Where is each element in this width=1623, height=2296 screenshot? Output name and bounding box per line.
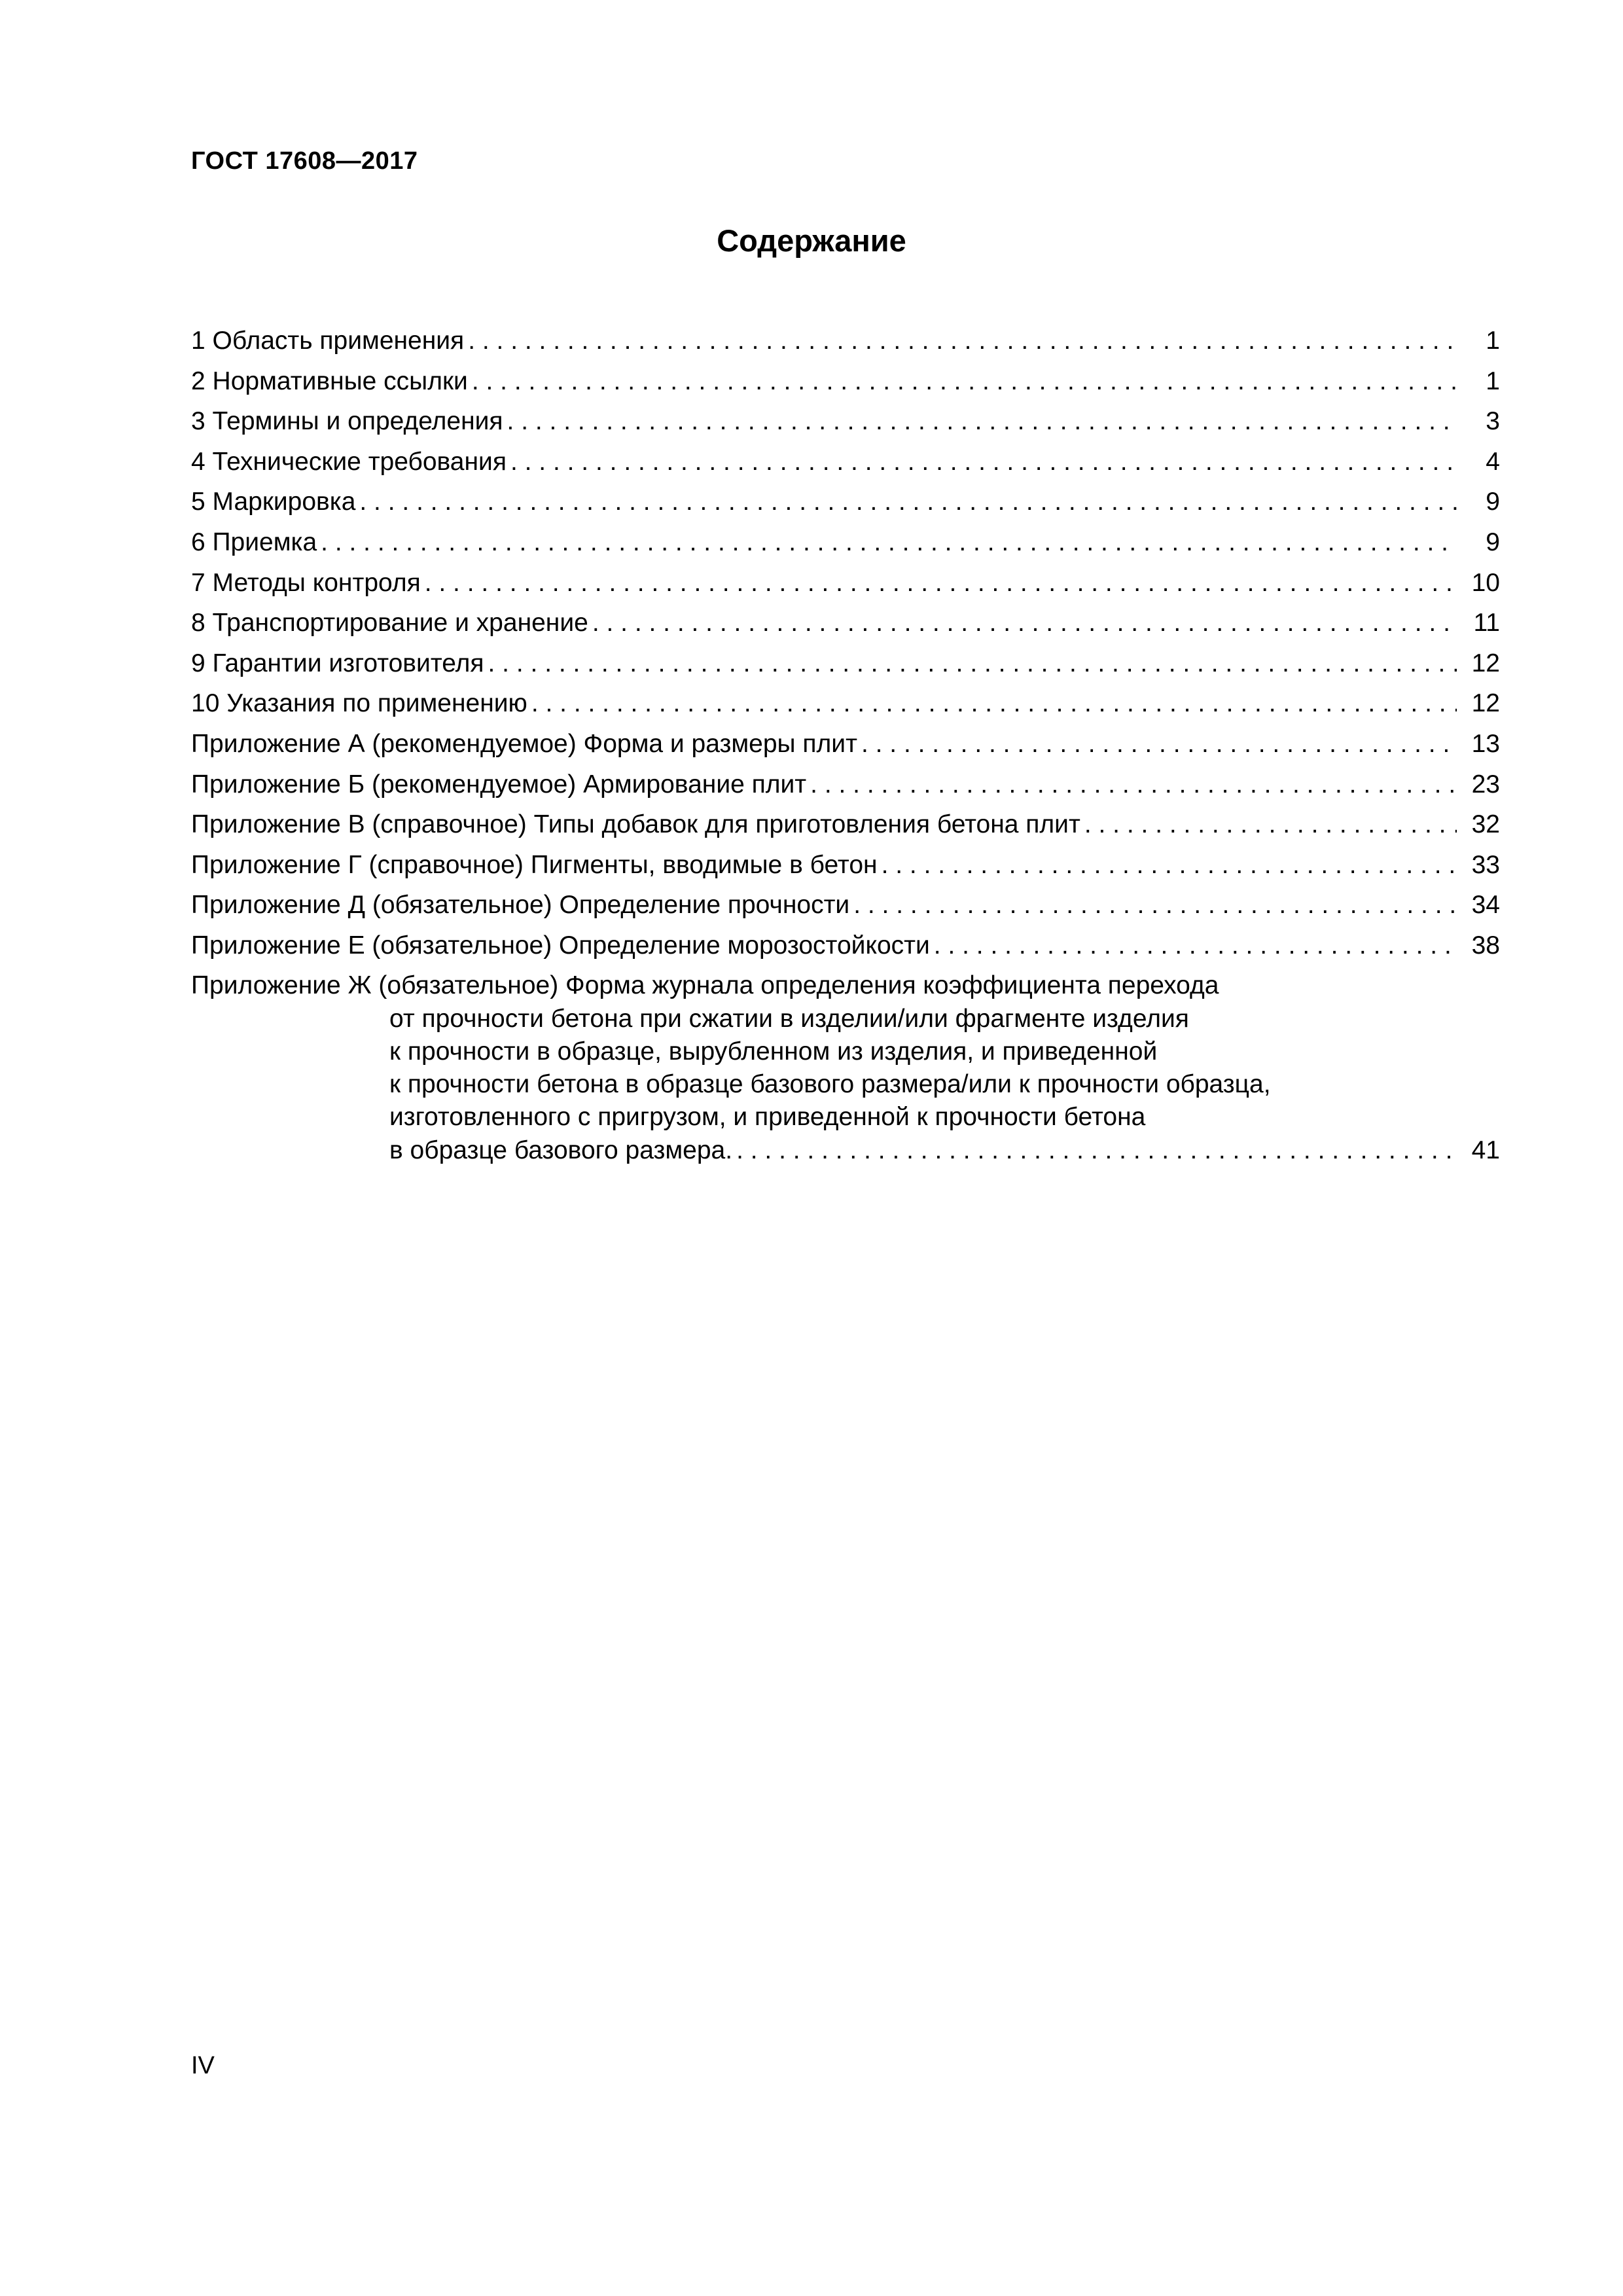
toc-entry-page: 10 — [1471, 568, 1500, 597]
toc-entry-label-line: изготовленного с пригрузом, и приведенной к прочности бетона — [389, 1102, 1146, 1131]
toc-leader-dots — [531, 683, 1457, 724]
toc-entry-label-line: от прочности бетона при сжатии в изделии/или фрагменте изделия — [389, 1004, 1189, 1033]
toc-leader-dots — [359, 482, 1457, 522]
toc-entry-label: Приложение Е (обязательное) Определение морозостойкости — [191, 931, 930, 960]
toc-leader-dots — [861, 724, 1457, 764]
toc-entry-page: 32 — [1471, 810, 1500, 839]
toc-entry-page: 33 — [1471, 850, 1500, 879]
toc-leader-dots — [592, 603, 1457, 643]
toc-entry-label: 8 Транспортирование и хранение — [191, 609, 588, 637]
toc-leader-dots — [468, 321, 1457, 361]
toc-entry[interactable] — [191, 643, 1500, 684]
toc-leader-dots — [736, 1134, 1457, 1168]
toc-entry-label: 5 Маркировка — [191, 488, 356, 516]
toc-entry-label: Приложение Г (справочное) Пигменты, вводимые в бетон — [191, 850, 878, 879]
toc-entry-label: Приложение Д (обязательное) Определение прочности — [191, 891, 850, 920]
toc-entry-label: 1 Область применения — [191, 327, 465, 355]
toc-entry-label: 3 Термины и определения — [191, 407, 503, 436]
toc-entry-page: 12 — [1471, 649, 1500, 677]
toc-leader-dots — [425, 563, 1457, 603]
toc-entry-page: 38 — [1471, 931, 1500, 960]
toc-leader-dots — [488, 643, 1457, 684]
toc-entry-page: 41 — [1471, 1136, 1500, 1164]
toc-entry-label-line: в образце базового размера. — [389, 1136, 733, 1164]
toc-entry-page: 34 — [1471, 891, 1500, 920]
toc-entry-page: 4 — [1486, 447, 1500, 476]
toc-entry[interactable] — [191, 603, 1500, 643]
toc-entry[interactable] — [191, 442, 1500, 482]
toc-entry-label-line: к прочности в образце, вырубленном из изделия, и приведенной — [389, 1037, 1158, 1066]
toc-entry-label: Приложение Б (рекомендуемое) Армирование плит — [191, 770, 807, 798]
toc-entry-last-line — [191, 1134, 1500, 1168]
toc-entry[interactable] — [191, 885, 1500, 925]
toc-entry-label: 7 Методы контроля — [191, 568, 421, 597]
toc-leader-dots — [882, 845, 1457, 886]
toc-entry-label-line: к прочности бетона в образце базового размера/или к прочности образца, — [389, 1069, 1271, 1098]
toc-entry[interactable] — [191, 683, 1500, 724]
toc-leader-dots — [934, 925, 1457, 966]
toc-entry-label: 10 Указания по применению — [191, 689, 527, 718]
toc-leader-dots — [321, 522, 1457, 563]
toc-entry[interactable] — [191, 563, 1500, 603]
toc-entry-label: 6 Приемка — [191, 528, 317, 556]
toc-entry[interactable] — [191, 925, 1500, 966]
toc-leader-dots — [853, 885, 1457, 925]
toc-entry-page: 1 — [1486, 327, 1500, 355]
toc-entry-page: 23 — [1471, 770, 1500, 798]
toc-entry[interactable] — [191, 522, 1500, 563]
toc-leader-dots — [810, 764, 1457, 805]
toc-entry-page: 9 — [1486, 528, 1500, 556]
toc-entry-page: 11 — [1473, 609, 1500, 637]
toc-leader-dots — [510, 442, 1457, 482]
toc-title: Содержание — [717, 223, 906, 258]
page-number: IV — [191, 2052, 215, 2079]
toc-entry-page: 9 — [1486, 488, 1500, 516]
toc-leader-dots — [1084, 804, 1457, 845]
toc-entry[interactable] — [191, 724, 1500, 764]
toc-entry-page: 12 — [1471, 689, 1500, 718]
toc-entry-label-line: Приложение Ж (обязательное) Форма журнала определения коэффициента перехода — [191, 971, 1219, 999]
toc-entry[interactable] — [191, 804, 1500, 845]
toc-entry-multiline[interactable] — [191, 969, 1500, 1168]
toc-entry-label: Приложение В (справочное) Типы добавок для приготовления бетона плит — [191, 810, 1080, 839]
toc-entry-label: 2 Нормативные ссылки — [191, 367, 468, 395]
toc-entry-page: 3 — [1486, 407, 1500, 436]
toc-entry[interactable] — [191, 321, 1500, 361]
toc-entry-page: 13 — [1471, 729, 1500, 758]
toc-leader-dots — [472, 361, 1457, 402]
table-of-contents — [191, 321, 1500, 1168]
toc-entry[interactable] — [191, 361, 1500, 402]
toc-entry[interactable] — [191, 482, 1500, 522]
toc-entry-label: 9 Гарантии изготовителя — [191, 649, 484, 677]
toc-leader-dots — [507, 401, 1457, 442]
toc-entry[interactable] — [191, 764, 1500, 805]
toc-entry-label: Приложение А (рекомендуемое) Форма и размеры плит — [191, 729, 857, 758]
toc-entry-label: 4 Технические требования — [191, 447, 507, 476]
toc-entry[interactable] — [191, 845, 1500, 886]
toc-entry[interactable] — [191, 401, 1500, 442]
document-code: ГОСТ 17608—2017 — [191, 147, 418, 175]
toc-entry-page: 1 — [1486, 367, 1500, 395]
